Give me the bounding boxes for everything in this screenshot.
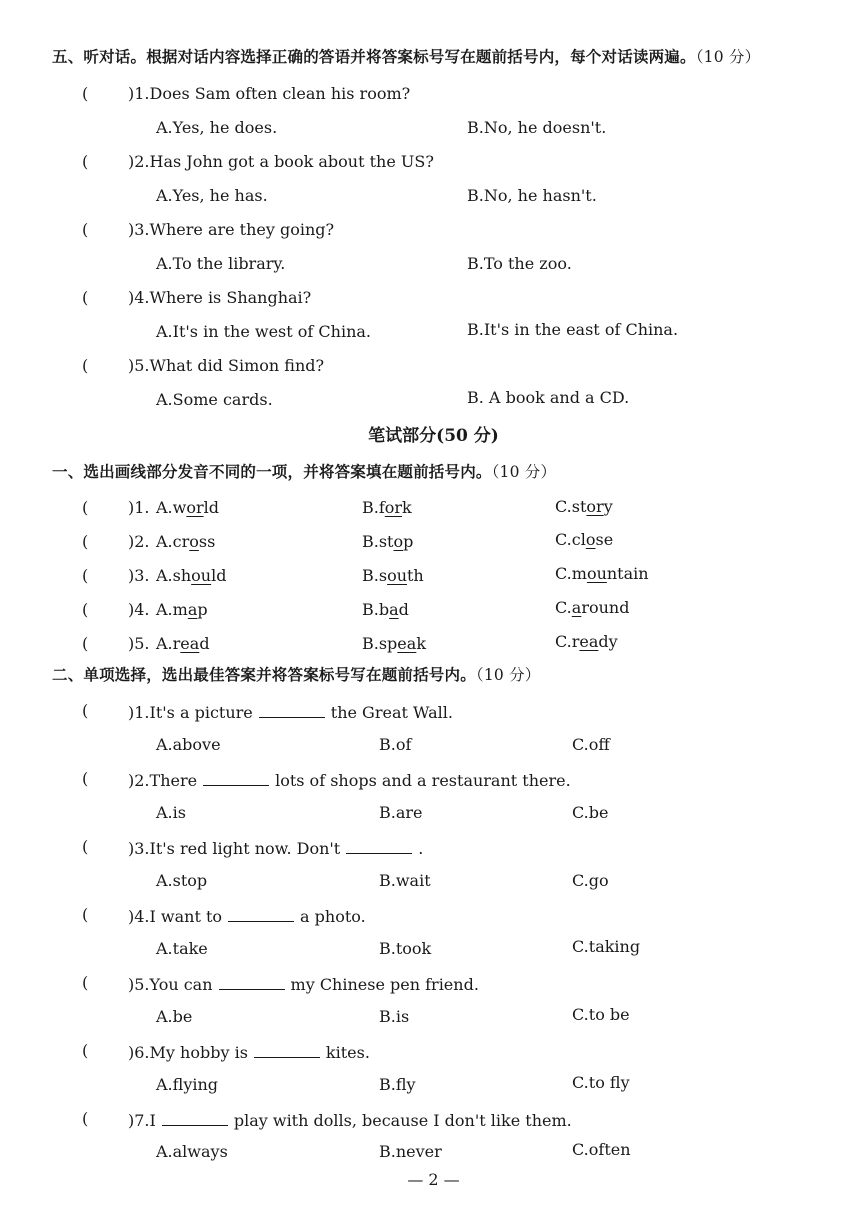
question-text: )4.I want to a photo. (128, 907, 366, 926)
option-c: C.close (555, 530, 614, 549)
answer-paren[interactable]: ( (82, 356, 89, 375)
option-b: B.stop (362, 532, 414, 551)
question-text: )3.It's red light now. Don't . (128, 839, 424, 858)
option-c: C.to fly (572, 1073, 630, 1092)
option-b: B.wait (379, 871, 431, 890)
option-a: A.always (156, 1142, 228, 1161)
phonics-score: （10 分） (491, 463, 557, 481)
answer-paren[interactable]: ( (82, 1109, 89, 1128)
option-b: B.It's in the east of China. (467, 320, 679, 339)
answer-paren[interactable]: ( (82, 905, 89, 924)
item-number: )4. (128, 600, 150, 619)
option-b: B.fly (379, 1075, 416, 1094)
answer-paren[interactable]: ( (82, 84, 89, 103)
option-c: C.around (555, 598, 630, 617)
question-text: )7.I play with dolls, because I don't like them. (128, 1111, 572, 1130)
option-a: A.flying (156, 1075, 219, 1094)
option-a: A.read (156, 634, 210, 653)
option-a: A.is (156, 803, 186, 822)
choice-score: （10 分） (475, 666, 541, 684)
option-b: B.fork (362, 498, 412, 517)
option-a: A.above (156, 735, 221, 754)
option-b: B.is (379, 1007, 410, 1026)
option-b: B.are (379, 803, 423, 822)
option-b: B.No, he hasn't. (467, 186, 597, 205)
option-b: B.No, he doesn't. (467, 118, 607, 137)
answer-paren[interactable]: ( (82, 701, 89, 720)
option-c: C.mountain (555, 564, 649, 583)
option-a: A.world (156, 498, 219, 517)
answer-paren[interactable]: ( (82, 1041, 89, 1060)
listening-score: （10 分） (695, 48, 761, 66)
option-b: B. A book and a CD. (467, 388, 630, 407)
option-b: B.south (362, 566, 424, 585)
option-b: B.bad (362, 600, 409, 619)
option-c: C.be (572, 803, 609, 822)
answer-blank[interactable] (346, 837, 412, 854)
answer-paren[interactable]: ( (82, 498, 89, 517)
answer-blank[interactable] (259, 701, 325, 718)
answer-paren[interactable]: ( (82, 634, 89, 653)
option-b: B.To the zoo. (467, 254, 572, 273)
option-c: C.story (555, 497, 613, 516)
question-text: )6.My hobby is kites. (128, 1043, 370, 1062)
listening-heading (52, 47, 760, 67)
question-text: )1.Does Sam often clean his room? (128, 84, 411, 103)
answer-blank[interactable] (203, 769, 269, 786)
option-c: C.often (572, 1140, 631, 1159)
option-a: A.map (156, 600, 208, 619)
phonics-heading-text: 一、选出画线部分发音不同的一项，并将答案填在题前括号内。 (52, 462, 492, 481)
page-number: — 2 — (407, 1170, 460, 1189)
question-text: )5.What did Simon find? (128, 356, 325, 375)
option-a: A.It's in the west of China. (156, 322, 372, 341)
option-b: B.speak (362, 634, 427, 653)
answer-paren[interactable]: ( (82, 220, 89, 239)
question-text: )3.Where are they going? (128, 220, 335, 239)
option-a: A.be (156, 1007, 193, 1026)
option-b: B.never (379, 1142, 442, 1161)
answer-paren[interactable]: ( (82, 566, 89, 585)
option-c: C.to be (572, 1005, 630, 1024)
answer-paren[interactable]: ( (82, 973, 89, 992)
option-c: C.off (572, 735, 610, 754)
item-number: )2. (128, 532, 150, 551)
question-text: )5.You can my Chinese pen friend. (128, 975, 479, 994)
question-text: )4.Where is Shanghai? (128, 288, 312, 307)
answer-paren[interactable]: ( (82, 837, 89, 856)
answer-paren[interactable]: ( (82, 769, 89, 788)
option-a: A.take (156, 939, 208, 958)
phonics-heading (52, 462, 556, 482)
item-number: )3. (128, 566, 150, 585)
question-text: )1.It's a picture the Great Wall. (128, 703, 453, 722)
choice-heading-text: 二、单项选择，选出最佳答案并将答案标号写在题前括号内。 (52, 665, 476, 684)
answer-paren[interactable]: ( (82, 600, 89, 619)
question-text: )2.There lots of shops and a restaurant there. (128, 771, 571, 790)
item-number: )5. (128, 634, 150, 653)
answer-blank[interactable] (219, 973, 285, 990)
option-a: A.To the library. (156, 254, 286, 273)
option-c: C.taking (572, 937, 641, 956)
answer-blank[interactable] (254, 1041, 320, 1058)
option-a: A.Yes, he has. (156, 186, 268, 205)
question-text: )2.Has John got a book about the US? (128, 152, 434, 171)
option-a: A.should (156, 566, 227, 585)
option-a: A.Some cards. (156, 390, 273, 409)
option-a: A.Yes, he does. (156, 118, 278, 137)
answer-paren[interactable]: ( (82, 288, 89, 307)
option-c: C.ready (555, 632, 618, 651)
option-a: A.stop (156, 871, 208, 890)
option-b: B.of (379, 735, 412, 754)
option-b: B.took (379, 939, 432, 958)
option-a: A.cross (156, 532, 216, 551)
answer-paren[interactable]: ( (82, 152, 89, 171)
option-c: C.go (572, 871, 609, 890)
written-section-title: 笔试部分(50 分) (368, 426, 499, 446)
item-number: )1. (128, 498, 150, 517)
choice-heading (52, 665, 541, 685)
listening-heading-text: 五、听对话。根据对话内容选择正确的答语并将答案标号写在题前括号内，每个对话读两遍。 (52, 47, 696, 66)
answer-blank[interactable] (228, 905, 294, 922)
answer-paren[interactable]: ( (82, 532, 89, 551)
answer-blank[interactable] (162, 1109, 228, 1126)
